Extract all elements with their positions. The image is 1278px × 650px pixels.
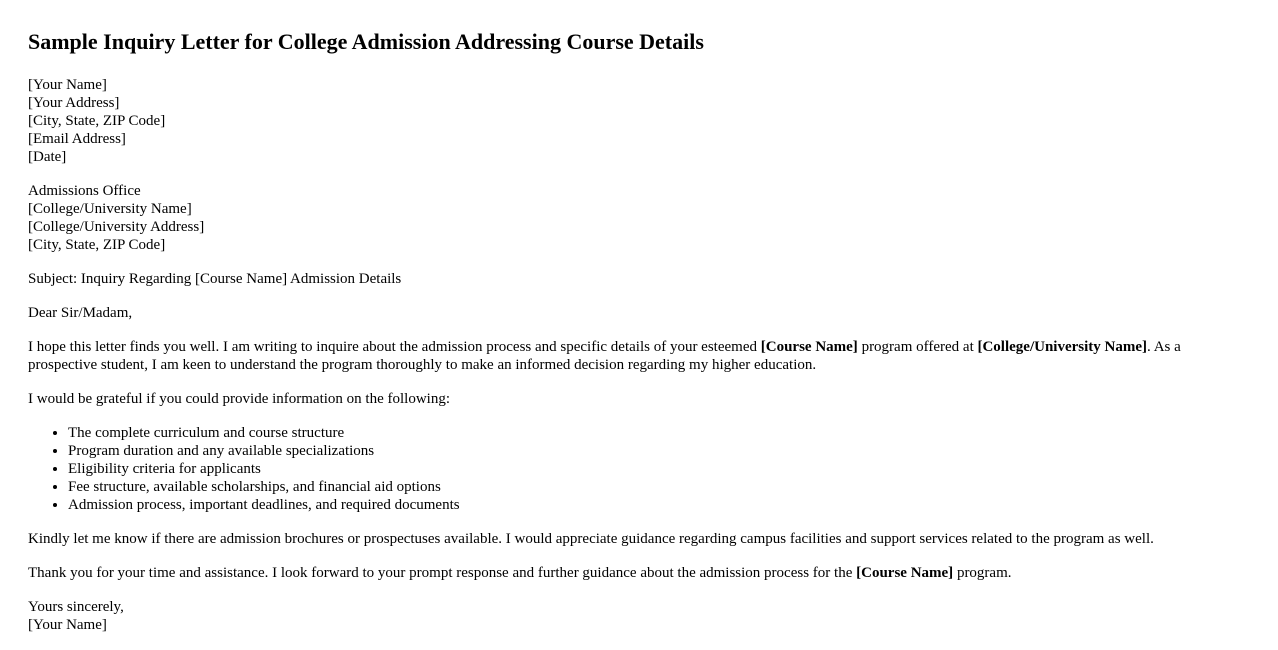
list-intro: I would be grateful if you could provide information on the following:	[28, 391, 450, 407]
salutation: Dear Sir/Madam,	[28, 305, 133, 321]
letter-date: [Date]	[28, 149, 67, 165]
page-title: Sample Inquiry Letter for College Admission Addressing Course Details	[28, 29, 704, 54]
course-name-emphasis: [Course Name]	[856, 565, 954, 581]
thanks-text-1: Thank you for your time and assistance. I look forward to your prompt response and further guidance about the admission process for the	[28, 565, 857, 581]
sender-city-state-zip: [City, State, ZIP Code]	[28, 113, 166, 129]
thanks-text-2: program.	[953, 565, 1012, 581]
list-item: • Program duration and any available specializations	[68, 442, 1250, 460]
list-item: • Fee structure, available scholarships, and financial aid options	[68, 478, 1250, 496]
recipient-address-block	[28, 182, 1250, 254]
recipient-office: Admissions Office	[28, 183, 141, 199]
closing-block	[28, 598, 1250, 634]
valediction: Yours sincerely,	[28, 599, 124, 615]
brochure-paragraph: Kindly let me know if there are admission brochures or prospectuses available. I would appreciate guidance regarding campus facilities and support services related to the program as well.	[28, 531, 1154, 547]
intro-text-3: . As a prospective student, I am keen to understand the program thoroughly to make an informed decision regarding my higher education.	[28, 339, 1181, 373]
sender-address: [Your Address]	[28, 95, 120, 111]
intro-paragraph	[28, 338, 1250, 374]
list-item: • Admission process, important deadlines, and required documents	[68, 496, 1250, 514]
recipient-city-state-zip: [City, State, ZIP Code]	[28, 237, 166, 253]
sender-name: [Your Name]	[28, 77, 107, 93]
intro-text-2: program offered at	[857, 339, 978, 355]
list-item: • Eligibility criteria for applicants	[68, 460, 1250, 478]
recipient-college-address: [College/University Address]	[28, 219, 205, 235]
list-item: • The complete curriculum and course structure	[68, 424, 1250, 442]
information-request-list	[28, 424, 1250, 514]
subject-line: Subject: Inquiry Regarding [Course Name] Admission Details	[28, 271, 402, 287]
sender-address-block	[28, 76, 1250, 166]
thank-you-paragraph	[28, 564, 1250, 582]
signature-name: [Your Name]	[28, 617, 107, 633]
sender-email: [Email Address]	[28, 131, 126, 147]
recipient-college-name: [College/University Name]	[28, 201, 192, 217]
intro-text-1: I hope this letter finds you well. I am writing to inquire about the admission process and specific details of your esteemed	[28, 339, 761, 355]
course-name-emphasis: [Course Name]	[760, 339, 858, 355]
college-name-emphasis: [College/University Name]	[977, 339, 1148, 355]
